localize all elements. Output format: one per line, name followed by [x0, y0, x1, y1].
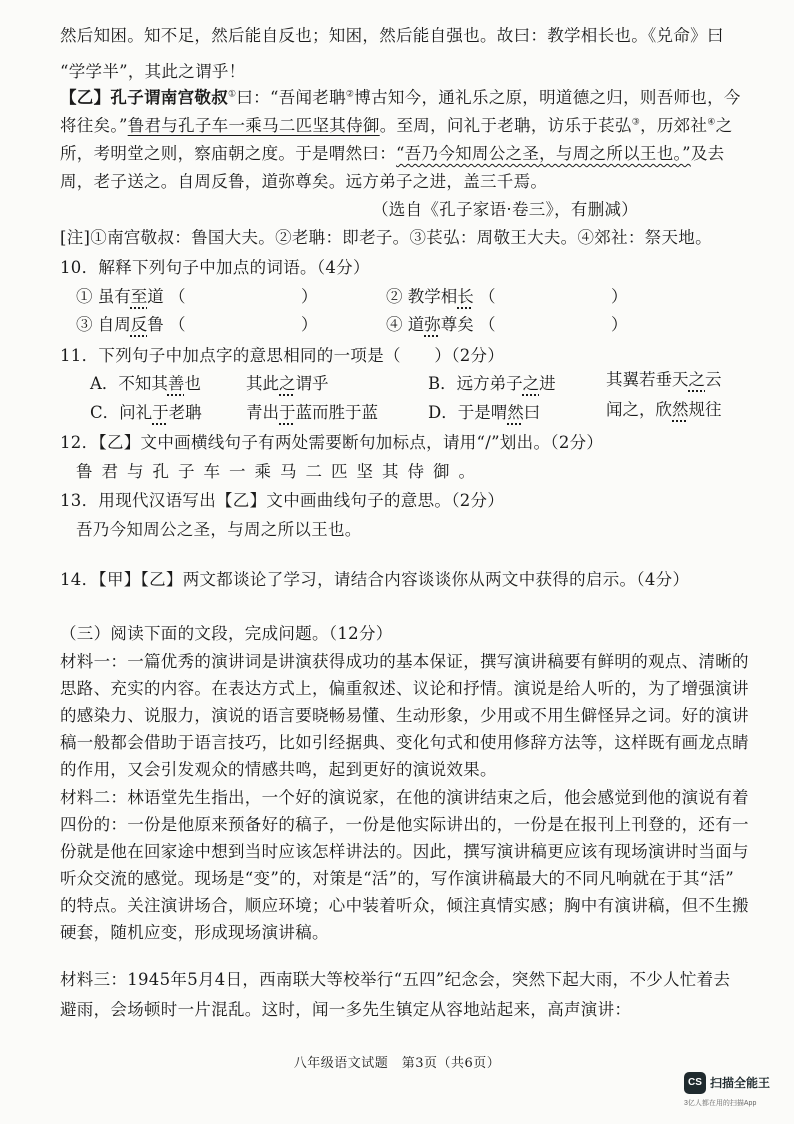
watermark-slogan: 3亿人都在用的扫描App: [684, 1100, 757, 1107]
material-2-line: 材料二：林语堂先生指出，一个好的演说家，在他的演讲结束之后，他会感觉到他的演说有着: [60, 788, 749, 807]
text: 曰：“吾闻老聃: [236, 88, 346, 107]
answer-blank[interactable]: （ ）: [169, 287, 318, 306]
item-number: ④: [386, 315, 403, 334]
material-3-line: 材料三：1945年5月4日，西南联大等校举行“五四”纪念会，突然下起大雨，不少人忙着去: [60, 970, 731, 989]
item-number: ③: [76, 315, 93, 334]
wavy-underlined-sentence: “吾乃今知周公之圣，与周之所以王也。”: [396, 144, 691, 163]
dotted-word: 反: [130, 315, 148, 334]
text: 尊矣: [440, 315, 474, 334]
dotted-word: 长: [457, 287, 474, 306]
q11-option-d: D．于是喟然曰: [428, 403, 541, 422]
passage-line: 然后知困。知不足，然后能自反也；知困，然后能自强也。故曰：教学相长也。《兑命》曰: [60, 26, 724, 45]
q11-option-a-second: 其此之谓乎: [246, 374, 329, 393]
question-13-sentence: 吾乃今知周公之圣，与周之所以王也。: [76, 520, 362, 539]
q11-option-a: A．不知其善也: [90, 374, 201, 393]
question-13-stem: 13．用现代汉语写出【乙】文中画曲线句子的意思。（2分）: [60, 491, 505, 510]
passage-yi-line-3: [60, 140, 724, 164]
text: 之: [715, 116, 733, 135]
text: 博古知今，通礼乐之原，明道德之归，则吾师也，今: [354, 88, 741, 107]
material-2-line: 四份的：一份是他原来预备好的稿子，一份是他实际讲出的，一份是在报刊上刊登的，还有一: [60, 815, 749, 834]
option-label: D．: [428, 403, 458, 422]
option-label: B．: [428, 374, 457, 393]
material-1-line: 的作用，又会引发观众的情感共鸣，起到更好的演说效果。: [60, 760, 497, 779]
material-2-line: 听众交流的感觉。现场是“变”的，对策是“活”的，写作演讲稿最大的不同凡响就在于其“活”: [60, 869, 735, 888]
q10-item-2: [386, 283, 628, 307]
material-2-line: 份就是他在回家途中想到当时应该怎样讲法的。因此，撰写演讲稿更应该有现场演讲时当面与: [60, 842, 749, 861]
question-11-stem: 11．下列句子中加点字的意思相同的一项是（ ）（2分）: [60, 346, 505, 365]
dotted-word: 之: [522, 374, 540, 393]
material-3-line: 避雨，会场顿时一片混乱。这时，闻一多先生镇定从容地站起来，高声演讲：: [60, 1000, 632, 1019]
text: 【乙】孔子谓南宫敬叔: [60, 88, 228, 107]
q11-option-b: B．远方弟子之进: [428, 374, 556, 393]
dotted-word: 于: [152, 403, 169, 422]
footnote-mark: ②: [345, 89, 355, 100]
answer-blank[interactable]: （ ）: [169, 315, 318, 334]
option-label: C．: [90, 403, 120, 422]
dotted-word: 之: [279, 374, 296, 393]
annotation-notes: [注]①南宫敬叔：鲁国大夫。②老聃：即老子。③苌弘：周敬王大夫。④郊社：祭天地。: [60, 228, 712, 247]
material-1-line: 稿一般都会借助于语言技巧，比如引经据典、变化句式和使用修辞方法等，这样既有画龙点睛: [60, 733, 749, 752]
question-10-stem: 10．解释下列句子中加点的词语。（4分）: [60, 258, 370, 277]
q11-option-d-second: 闻之，欣然规往: [606, 400, 722, 419]
material-2-line: 的特点。关注演讲场合，顺应环境；心中装着听众，倾注真情实感；胸中有演讲稿，但不生搬: [60, 896, 749, 915]
dotted-word: 弥: [424, 315, 441, 334]
q10-item-1: [76, 283, 318, 307]
dotted-word: 然: [672, 400, 689, 419]
footnote-mark: ③: [631, 117, 641, 128]
text: 虽有: [97, 287, 131, 306]
passage-yi-line-4: 周，老子送之。自周反鲁，道弥尊矣。远方弟子之进，盖三千焉。: [60, 172, 548, 191]
dotted-word: 之: [688, 370, 705, 389]
dotted-word: 善: [167, 374, 185, 393]
option-label: A．: [90, 374, 119, 393]
footnote-mark: ①: [228, 89, 237, 100]
underlined-sentence: 鲁君与孔子车一乘马二匹坚其侍御: [127, 116, 380, 135]
passage-yi-line-2: [60, 112, 732, 136]
camscanner-logo-icon: CS: [684, 1072, 706, 1094]
q10-item-4: [386, 311, 628, 335]
text: 将往矣。”: [60, 116, 128, 135]
item-number: ②: [386, 287, 403, 306]
q11-option-c: C．问礼于老聃: [90, 403, 202, 422]
question-12-sentence[interactable]: 鲁君与孔子车一乘马二匹坚其侍御。: [76, 462, 484, 481]
material-1-line: 材料一：一篇优秀的演讲词是讲演获得成功的基本保证，撰写演讲稿要有鲜明的观点、清晰的: [60, 652, 749, 671]
material-1-line: 的感染力、说服力，演说的语言要晓畅易懂、生动形象，少用或不用生僻怪异之词。好的演讲: [60, 706, 749, 725]
page-footer: 八年级语文试题 第3页（共6页）: [293, 1056, 501, 1071]
text: 道: [407, 315, 425, 334]
item-number: ①: [76, 287, 93, 306]
watermark-name: 扫描全能王: [710, 1076, 771, 1090]
text: 鲁: [147, 315, 164, 334]
footnote-mark: ④: [707, 117, 716, 128]
text: ，历郊社: [640, 116, 708, 135]
question-14-stem: 14．【甲】【乙】两文都谈论了学习，请结合内容谈谈你从两文中获得的启示。（4分）: [60, 570, 690, 589]
text: 所，考明堂之则，察庙朝之度。于是喟然曰：: [60, 144, 396, 163]
material-1-line: 思路、充实的内容。在表达方式上，偏重叙述、议论和抒情。演说是给人听的，为了增强演讲: [60, 679, 749, 698]
text: 自周: [97, 315, 131, 334]
text: 。至周，问礼于老聃，访乐于苌弘: [379, 116, 632, 135]
dotted-word: 然: [507, 403, 524, 422]
text: 教学相: [407, 287, 458, 306]
q11-option-c-second: 青出于蓝而胜于蓝: [246, 403, 378, 422]
section-3-title: （三）阅读下面的文段，完成问题。（12分）: [60, 624, 393, 643]
passage-yi-line-1: [60, 84, 741, 108]
source-citation: （选自《孔子家语·卷三》，有删减）: [372, 200, 639, 219]
answer-blank[interactable]: （ ）: [479, 287, 628, 306]
dotted-word: 至: [130, 287, 148, 306]
material-2-line: 硬套，随机应变，形成现场演讲稿。: [60, 923, 329, 942]
text: 及去: [690, 144, 725, 163]
passage-line: “学学半”，其此之谓乎！: [60, 62, 246, 81]
dotted-word: 于: [279, 403, 296, 422]
q11-option-b-second: 其翼若垂天之云: [606, 370, 722, 389]
text: 道: [147, 287, 164, 306]
scanner-watermark: [684, 1070, 788, 1116]
answer-blank[interactable]: （ ）: [479, 315, 628, 334]
question-12-stem: 12．【乙】文中画横线句子有两处需要断句加标点，请用“/”划出。（2分）: [60, 433, 604, 452]
q10-item-3: [76, 311, 318, 335]
